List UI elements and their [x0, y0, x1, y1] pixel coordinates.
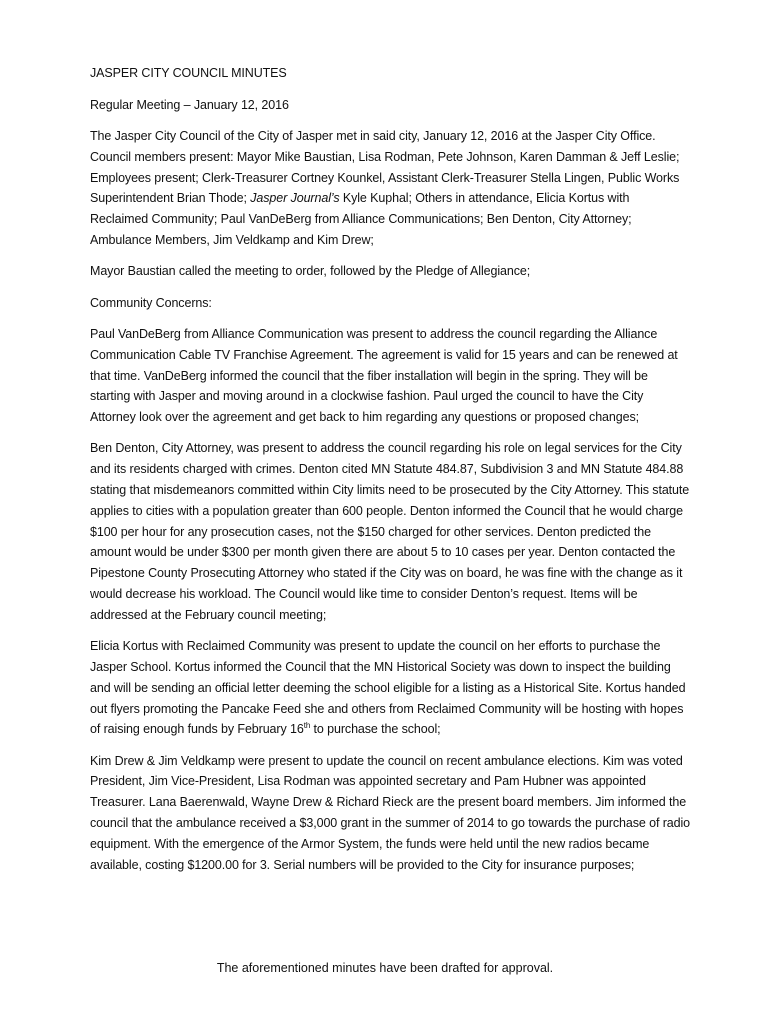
attendance-paragraph — [90, 126, 690, 251]
meeting-line: Regular Meeting – January 12, 2016 — [90, 97, 289, 112]
kortus-text-2: to purchase the school; — [310, 722, 441, 737]
footer-note: The aforementioned minutes have been drafted for approval. — [216, 961, 554, 975]
attendance-text-2: Kyle Kuphal; Others in attendance, Elicia Kortus with Reclaimed Community; Paul VanDeBerg from Alliance Communications; Ben Denton, City Attorney; Ambulance Members, Jim Veldkamp and Kim Drew; — [90, 191, 632, 248]
newspaper-name: Jasper Journal’s — [250, 191, 340, 206]
ordinal-suffix: th — [303, 721, 311, 731]
ambulance-paragraph: Kim Drew & Jim Veldkamp were present to update the council on recent ambulance elections. Kim was voted President, Jim Vice-President, Lisa Rodman was appointed secretary and Pam Hubner was appointed Treasurer. Lana Baerenwald, Wayne Drew & Richard Rieck are the present board members. Jim informed the council that the ambulance received a $3,000 grant in the summer of 2014 to go towards the purchase of radio equipment. With the emergence of the Armor System, the funds were held until the new radios became available, costing $1200.00 for 3. Serial numbers will be provided to the City for insurance purposes; — [90, 753, 690, 872]
vandeberg-paragraph: Paul VanDeBerg from Alliance Communication was present to address the council regarding the Alliance Communication Cable TV Franchise Agreement. The agreement is valid for 15 years and can be renewed at that time. VanDeBerg informed the council that the fiber installation will begin in the spring. They will be starting with Jasper and moving around in a clockwise fashion. Paul urged the council to have the City Attorney look over the agreement and get back to him regarding any questions or proposed changes; — [90, 326, 678, 425]
minutes-body — [90, 63, 690, 886]
kortus-text-1: Elicia Kortus with Reclaimed Community was present to update the council on her efforts to purchase the Jasper School. Kortus informed the Council that the MN Historical Society was down to inspect the building and will be sending an official letter deeming the school eligible for a listing as a Historical Site. Kortus handed out flyers promoting the Pancake Feed she and others from Reclaimed Community will be hosting with hopes of raising enough funds by February 16 — [90, 639, 686, 737]
call-to-order-paragraph: Mayor Baustian called the meeting to order, followed by the Pledge of Allegiance; — [90, 264, 531, 279]
denton-paragraph: Ben Denton, City Attorney, was present to address the council regarding his role on legal services for the City and its residents charged with crimes. Denton cited MN Statute 484.87, Subdivision 3 and MN Statute 484.88 stating that misdemeanors committed within City limits need to be prosecuted by the City Attorney. This statute applies to cities with a population greater than 600 people. Denton informed the Council that he would charge $100 per hour for any prosecution cases, not the $150 charged for other services. Denton predicted the amount would be under $300 per month given there are about 5 to 10 cases per year. Denton contacted the Pipestone County Prosecuting Attorney who stated if the City was on board, he was fine with the change as it would decrease his workload. The Council would like time to consider Denton’s request. Items will be addressed at the February council meeting; — [90, 441, 690, 622]
document-title: JASPER CITY COUNCIL MINUTES — [90, 66, 287, 80]
kortus-paragraph — [90, 636, 690, 740]
community-concerns-heading: Community Concerns: — [90, 295, 212, 310]
attendance-text-1: The Jasper City Council of the City of Jasper met in said city, January 12, 2016 at the Jasper City Office. Council members present: Mayor Mike Baustian, Lisa Rodman, Pete Johnson, Karen Damman & Jeff Leslie; Employees present; Clerk-Treasurer Cortney Kounkel, Assistant Clerk-Treasurer Stella Lingen, Public Works Superintendent Brian Thode; — [90, 129, 680, 206]
